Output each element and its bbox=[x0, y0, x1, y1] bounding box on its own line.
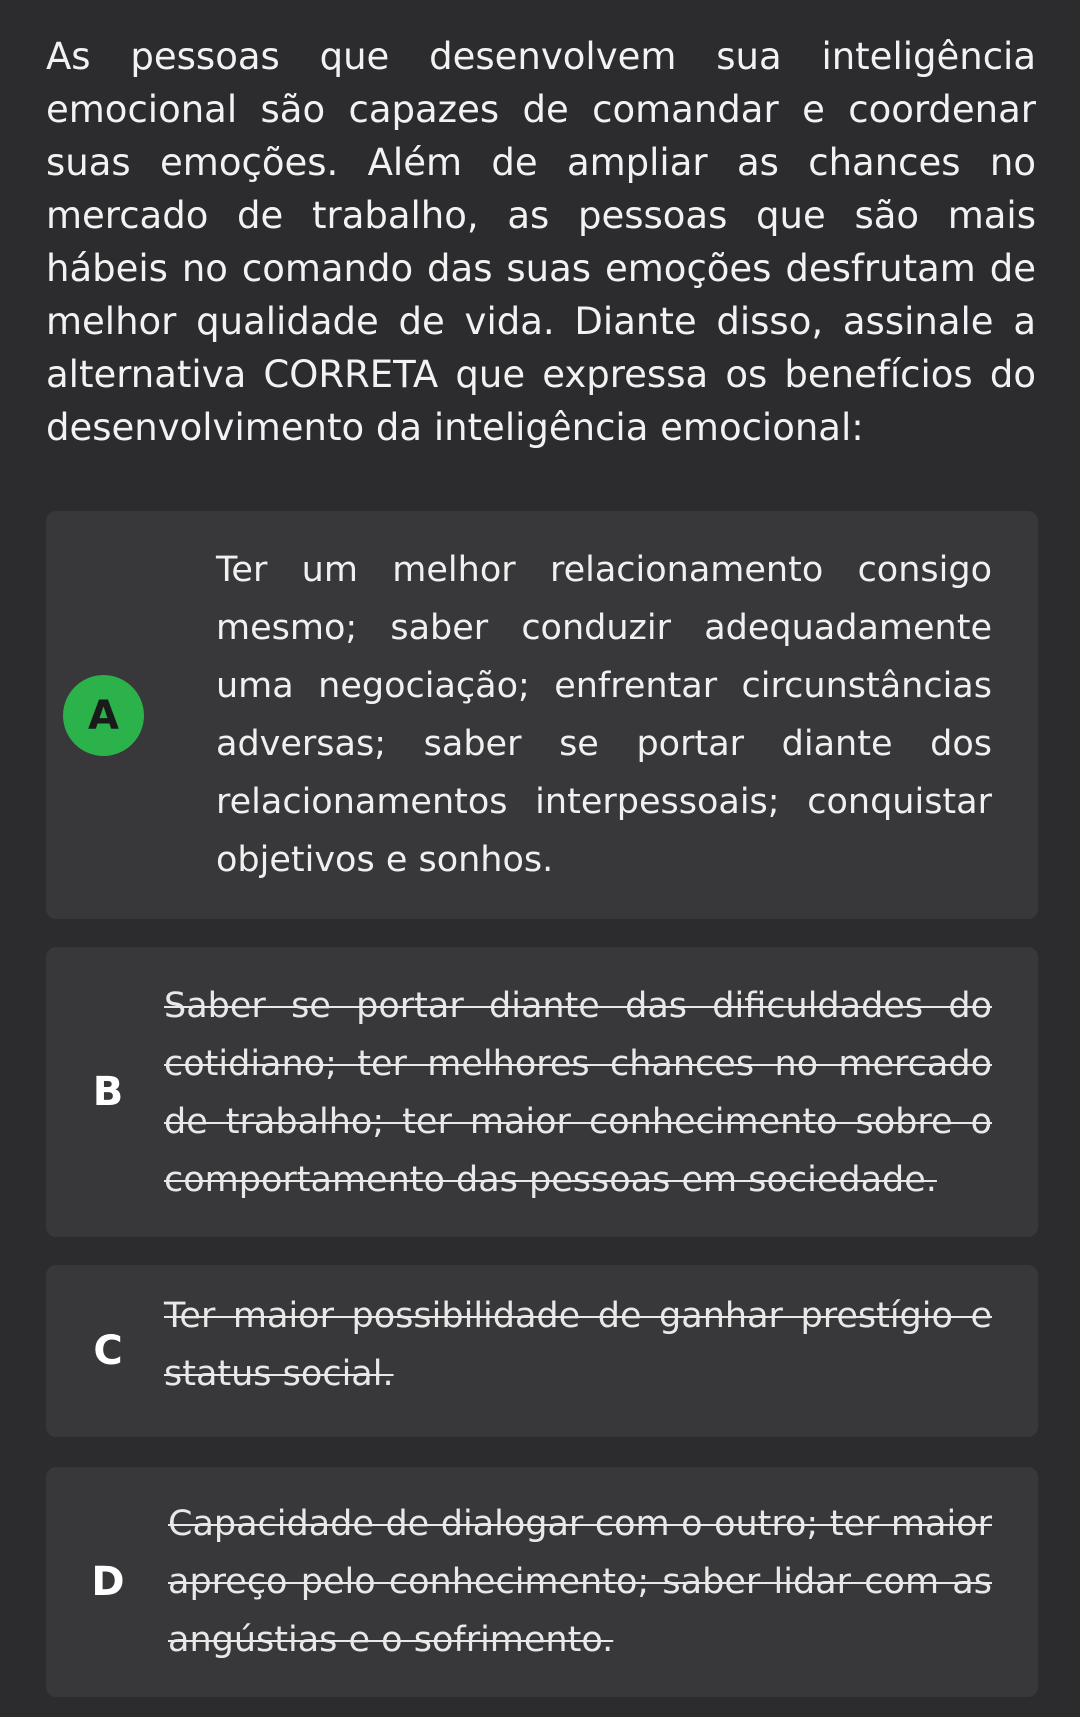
option-a[interactable] bbox=[46, 511, 1038, 919]
option-d[interactable] bbox=[46, 1467, 1038, 1697]
option-d-letter: D bbox=[91, 1559, 125, 1605]
option-b[interactable] bbox=[46, 947, 1038, 1237]
option-b-letter: B bbox=[92, 1069, 124, 1115]
question-text: As pessoas que desenvolvem sua inteligência emocional são capazes de comandar e coordenar suas emoções. Além de ampliar as chances no mercado de trabalho, as pessoas que são mais hábeis no comando das suas emoções desfrutam de melhor qualidade de vida. Diante disso, assinale a alternativa CORRETA que expressa os benefícios do desenvolvimento da inteligência emocional: bbox=[46, 35, 1036, 449]
option-d-text-struck: Capacidade de dialogar com o outro; ter maior apreço pelo conhecimento; saber lidar com as angústias e o sofrimento. bbox=[168, 1504, 992, 1660]
option-a-selected-badge: A bbox=[63, 675, 144, 756]
option-c[interactable] bbox=[46, 1265, 1038, 1437]
option-c-letter: C bbox=[93, 1328, 123, 1374]
option-a-text: Ter um melhor relacionamento consigo mesmo; saber conduzir adequadamente uma negociação; enfrentar circunstâncias adversas; saber se portar diante dos relacionamentos interpessoais; conquistar objetivos e sonhos. bbox=[216, 550, 992, 880]
option-b-text-struck: Saber se portar diante das dificuldades do cotidiano; ter melhores chances no mercado de trabalho; ter maior conhecimento sobre o comportamento das pessoas em sociedade. bbox=[164, 986, 992, 1200]
option-c-text-struck: Ter maior possibilidade de ganhar prestígio e status social. bbox=[164, 1296, 992, 1394]
